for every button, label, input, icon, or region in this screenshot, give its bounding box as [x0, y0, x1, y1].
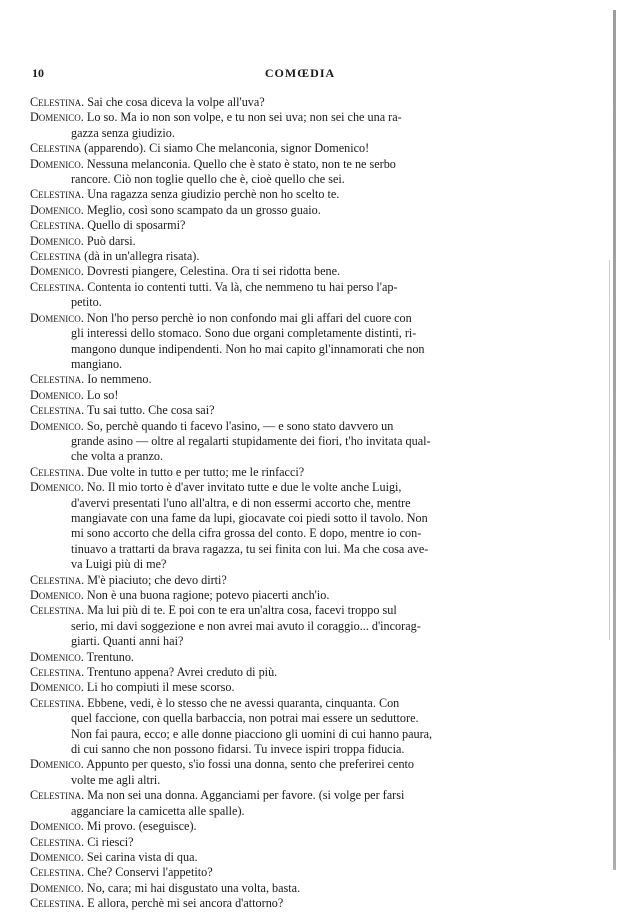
dialogue-line	[30, 95, 590, 110]
line-text: rancore. Ciò non toglie quello che è, cioè quello che sei.	[71, 172, 345, 187]
speaker-name: Celestina.	[30, 603, 85, 618]
page-header	[30, 66, 570, 82]
line-text: Quello di sposarmi?	[84, 218, 186, 233]
speaker-name: Celestina	[30, 141, 82, 156]
line-text: M'è piaciuto; che devo dirti?	[84, 572, 227, 587]
line-text: Ma non sei una donna. Agganciami per favore. (si volge per farsi	[84, 788, 405, 803]
line-text: Non fai paura, ecco; e alle donne piacciono gli uomini di cui hanno paura,	[71, 726, 433, 741]
speaker-name: Domenico.	[30, 480, 84, 495]
speaker-name: Domenico.	[30, 156, 84, 171]
dialogue-line	[30, 850, 590, 865]
speaker-name: Domenico.	[30, 310, 84, 325]
speaker-name: Domenico.	[30, 387, 84, 402]
line-text: Non è una buona ragione; potevo piacerti anch'io.	[83, 588, 330, 602]
line-text: quel faccione, con quella barbaccia, non potrai mai essere un seduttore.	[71, 711, 419, 726]
line-text: Dovresti piangere, Celestina. Ora ti sei ridotta bene.	[83, 264, 341, 279]
dialogue-continuation	[30, 804, 590, 819]
dialogue-continuation	[30, 711, 590, 726]
dialogue-continuation	[30, 326, 590, 341]
dialogue-line	[30, 419, 590, 434]
line-text: serio, mi davi soggezione e non avrei mai avuto il coraggio... d'incorag-	[71, 618, 421, 633]
dialogue-line	[30, 881, 590, 896]
speaker-name: Celestina.	[30, 218, 85, 233]
line-text: d'avervi presentati l'uno all'altra, e di non essermi accorto che, mentre	[71, 495, 411, 510]
dialogue-line	[30, 110, 590, 125]
page-binding-shadow	[609, 260, 610, 640]
speaker-name: Domenico.	[30, 202, 84, 217]
line-text: Ma lui più di te. E poi con te era un'altra cosa, facevi troppo sul	[84, 603, 397, 618]
speaker-name: Celestina.	[30, 896, 85, 911]
dialogue-continuation	[30, 619, 590, 634]
line-text: Non l'ho perso perchè io non confondo mai gli affari del cuore con	[83, 310, 412, 325]
journal-title: COMŒDIA	[264, 66, 336, 80]
speaker-name: Domenico.	[30, 819, 84, 834]
line-text: Contenta io contenti tutti. Va là, che nemmeno tu hai perso l'ap-	[84, 279, 398, 294]
speaker-name: Celestina	[30, 249, 82, 264]
line-text: Trentuno appena? Avrei creduto di più.	[84, 665, 278, 680]
line-text: mangiano.	[71, 356, 123, 371]
line-text: Tu sai tutto. Che cosa sai?	[84, 403, 215, 418]
line-text: Che? Conservi l'appetito?	[84, 865, 213, 880]
line-text: Può darsi.	[83, 233, 136, 248]
speaker-name: Celestina.	[30, 279, 85, 294]
dialogue-line	[30, 650, 590, 665]
line-text: Mi provo. (eseguisce).	[83, 819, 197, 834]
speaker-name: Celestina.	[30, 695, 85, 710]
line-text: Sai che cosa diceva la volpe all'uva?	[84, 95, 265, 109]
line-text: Ci riesci?	[84, 834, 134, 849]
line-text: Due volte in tutto e per tutto; me le rinfacci?	[84, 464, 305, 479]
dialogue-line	[30, 573, 590, 588]
dialogue-continuation	[30, 342, 590, 357]
line-text: Appunto per questo, s'io fossi una donna, sento che preferirei cento	[83, 757, 415, 772]
dialogue-line	[30, 896, 590, 911]
line-text: Trentuno.	[83, 649, 134, 664]
page-number: 10	[32, 66, 44, 80]
dialogue-line	[30, 203, 590, 218]
line-text: petito.	[71, 295, 102, 310]
dialogue-line	[30, 218, 590, 233]
line-text: Lo so!	[83, 387, 119, 402]
dialogue-line	[30, 819, 590, 834]
speaker-name: Domenico.	[30, 418, 84, 433]
dialogue-continuation	[30, 773, 590, 788]
dialogue-line	[30, 480, 590, 495]
dialogue-continuation	[30, 357, 590, 372]
dialogue-line	[30, 280, 590, 295]
dialogue-continuation	[30, 172, 590, 187]
dialogue-line	[30, 680, 590, 695]
dialogue-continuation	[30, 526, 590, 541]
speaker-name: Celestina.	[30, 834, 85, 849]
line-text: No. Il mio torto è d'aver invitato tutte e due le volte anche Luigi,	[83, 480, 402, 495]
line-text: Io nemmeno.	[84, 372, 152, 387]
line-text: di cui sanno che non possono fidarsi. Tu invece ispiri troppa fiducia.	[71, 742, 405, 757]
speaker-name: Celestina.	[30, 187, 85, 202]
dialogue-line	[30, 665, 590, 680]
line-text: No, cara; mi hai disgustato una volta, basta.	[83, 880, 301, 895]
speaker-name: Celestina.	[30, 788, 85, 803]
speaker-name: Domenico.	[30, 588, 84, 602]
dialogue-continuation	[30, 496, 590, 511]
line-text: agganciare la camicetta alle spalle).	[71, 803, 245, 818]
line-text: Ebbene, vedi, è lo stesso che ne avessi quaranta, cinquanta. Con	[84, 695, 400, 710]
line-text: giarti. Quanti anni hai?	[71, 634, 184, 649]
speaker-name: Domenico.	[30, 264, 84, 279]
line-text: mangiavate con una fame da lupi, giocavate coi piedi sotto il tavolo. Non	[71, 510, 428, 525]
dialogue-line	[30, 835, 590, 850]
speaker-name: Domenico.	[30, 680, 84, 695]
line-text: gli interessi dello stomaco. Sono due organi completamente distinti, ri-	[71, 326, 417, 341]
line-text: Li ho compiuti il mese scorso.	[83, 680, 235, 695]
speaker-name: Domenico.	[30, 110, 84, 125]
line-text: Meglio, così sono scampato da un grosso guaio.	[83, 202, 321, 217]
line-text: Nessuna melanconia. Quello che è stato è stato, non te ne serbo	[83, 156, 396, 171]
speaker-name: Celestina.	[30, 572, 85, 587]
page-binding-edge	[613, 10, 616, 870]
dialogue-continuation	[30, 742, 590, 757]
dialogue-continuation	[30, 434, 590, 449]
speaker-name: Celestina.	[30, 464, 85, 479]
speaker-name: Celestina.	[30, 865, 85, 880]
dialogue-line	[30, 465, 590, 480]
line-text: mangono dunque indipendenti. Non ho mai capito gl'innamorati che non	[71, 341, 425, 356]
dialogue-line	[30, 588, 590, 603]
dialogue-continuation	[30, 634, 590, 649]
dialogue-line	[30, 788, 590, 803]
dialogue-line	[30, 372, 590, 387]
speaker-name: Celestina.	[30, 95, 85, 109]
line-text: volte me agli altri.	[71, 772, 161, 787]
dialogue-line	[30, 403, 590, 418]
dialogue-line	[30, 603, 590, 618]
line-text: va Luigi più di me?	[71, 557, 167, 572]
line-text: (apparendo). Ci siamo Che melanconia, signor Domenico!	[81, 141, 370, 156]
line-text: Una ragazza senza giudizio perchè non ho scelto te.	[84, 187, 340, 202]
line-text: mi sono accorto che della cifra grossa del conto. E dopo, mentre io con-	[71, 526, 422, 541]
dialogue-line	[30, 157, 590, 172]
speaker-name: Celestina.	[30, 403, 85, 418]
dialogue-line	[30, 311, 590, 326]
speaker-name: Celestina.	[30, 372, 85, 387]
line-text: tinuavo a trattarti da brava ragazza, tu sei finita con lui. Ma che cosa ave-	[71, 541, 429, 556]
speaker-name: Domenico.	[30, 880, 84, 895]
speaker-name: Domenico.	[30, 849, 84, 864]
dialogue-line	[30, 757, 590, 772]
speaker-name: Celestina.	[30, 665, 85, 680]
dialogue-line	[30, 234, 590, 249]
line-text: So, perchè quando ti facevo l'asino, — e sono stato davvero un	[83, 418, 394, 433]
dialogue-continuation	[30, 542, 590, 557]
dialogue-line	[30, 264, 590, 279]
dialogue-continuation	[30, 295, 590, 310]
dialogue-line	[30, 249, 590, 264]
dialogue-line	[30, 187, 590, 202]
line-text: E allora, perchè mi sei ancora d'attorno?	[84, 896, 284, 911]
dialogue-continuation	[30, 557, 590, 572]
speaker-name: Domenico.	[30, 233, 84, 248]
speaker-name: Domenico.	[30, 757, 84, 772]
dialogue-line	[30, 865, 590, 880]
line-text: Sei carina vista di qua.	[83, 849, 198, 864]
dialogue-text	[30, 95, 590, 912]
dialogue-line	[30, 696, 590, 711]
line-text: Lo so. Ma io non son volpe, e tu non sei uva; non sei che una ra-	[83, 110, 402, 125]
line-text: (dà in un'allegra risata).	[81, 249, 200, 264]
dialogue-continuation	[30, 449, 590, 464]
dialogue-continuation	[30, 126, 590, 141]
dialogue-line	[30, 388, 590, 403]
dialogue-line	[30, 141, 590, 156]
line-text: gazza senza giudizio.	[71, 125, 175, 140]
dialogue-continuation	[30, 511, 590, 526]
line-text: che volta a pranzo.	[71, 449, 164, 464]
speaker-name: Domenico.	[30, 649, 84, 664]
line-text: grande asino — oltre al regalarti stupidamente dei fiori, t'ho invitata qual-	[71, 433, 431, 448]
dialogue-continuation	[30, 727, 590, 742]
